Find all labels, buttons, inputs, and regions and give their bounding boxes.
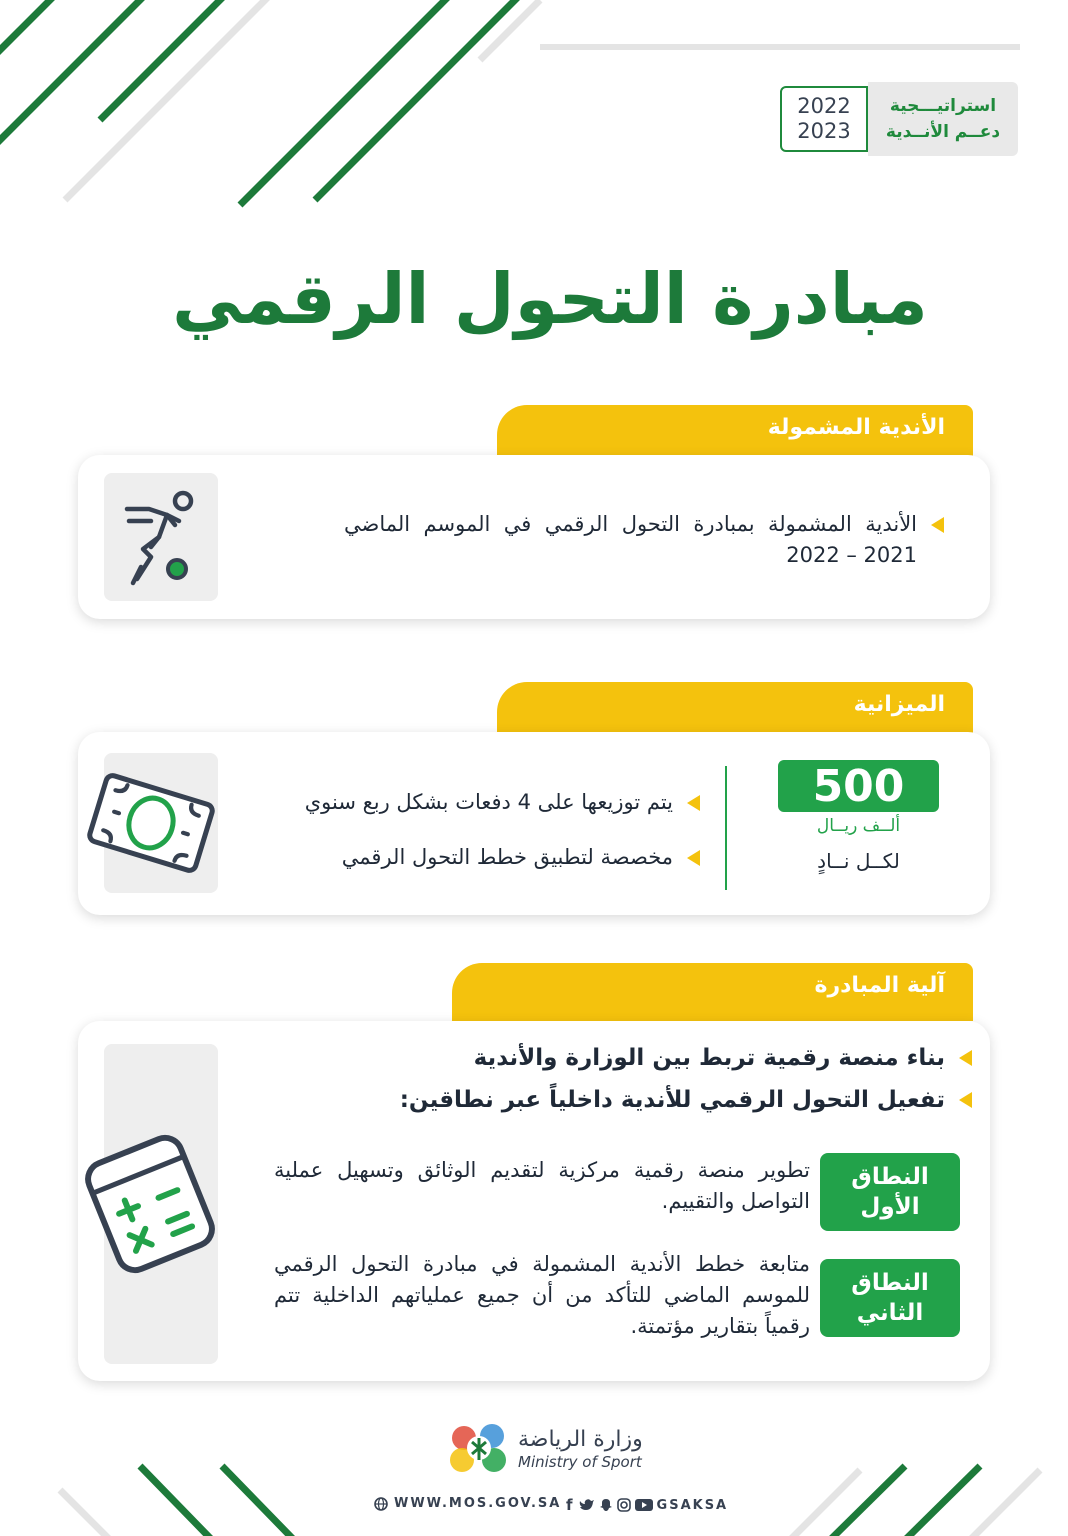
football-player-icon [121,487,201,587]
ministry-name-en: Ministry of Sport [518,1453,642,1471]
bullet-icon [687,795,700,811]
budget-unit: ألــف ريــال [816,816,901,836]
budget-amount: 500 [778,760,939,812]
strategy-title-line2: دعــم الأنــدية [885,122,1001,142]
page-title: مبادرة التحول الرقمي [172,258,928,340]
budget-text-2: مخصصة لتطبيق خطط التحول الرقمي [341,845,673,869]
budget-card [78,732,990,915]
youtube-icon[interactable] [635,1498,653,1512]
ministry-logo-icon [446,1416,512,1482]
mechanism-card [78,1021,990,1381]
social-handle: GSAKSA [656,1497,729,1513]
section-tab-mechanism: آلية المبادرة [452,963,973,1021]
budget-icon-box [104,753,218,893]
scope-1-ordinal: الأول [860,1194,920,1220]
year-start: 2022 [797,94,851,118]
bullet-icon [959,1050,972,1066]
globe-icon [374,1497,388,1511]
strategy-years [780,86,868,152]
facebook-icon[interactable]: f [566,1496,575,1514]
year-end: 2023 [797,119,851,143]
scope-1-badge [820,1153,960,1231]
section-tab-budget: الميزانية [497,682,973,740]
twitter-icon[interactable] [579,1498,595,1512]
instagram-icon[interactable] [617,1498,631,1512]
budget-per-club: لكــل نــادٍ [817,849,900,873]
strategy-badge [780,82,1018,156]
mechanism-text-2: تفعيل التحول الرقمي للأندية داخلياً عبر نطاقين: [399,1087,945,1113]
bullet-icon [959,1092,972,1108]
clubs-icon-box [104,473,218,601]
mechanism-text-1: بناء منصة رقمية تربط بين الوزارة والأندية [473,1045,945,1071]
budget-bullet-1 [260,787,700,818]
website-text: WWW.MOS.GOV.SA [394,1496,562,1511]
website-link[interactable] [374,1496,561,1511]
ministry-name-ar: وزارة الرياضة [518,1427,643,1452]
bullet-icon [687,850,700,866]
budget-divider [725,766,727,890]
strategy-title [868,82,1018,156]
scope-1-text: تطوير منصة رقمية مركزية لتقديم الوثائق وتسهيل عملية التواصل والتقييم. [274,1158,810,1213]
scope-2-text: متابعة خطط الأندية المشمولة في مبادرة التحول الرقمي للموسم الماضي للتأكد من أن جميع عملياتهم الداخلية تتم رقمياً بتقارير مؤتمتة. [274,1252,810,1338]
mechanism-bullet-1 [332,1042,972,1074]
social-links [566,1496,728,1514]
mechanism-bullet-2 [332,1084,972,1116]
scope-2-label: النطاق [851,1270,929,1296]
calculator-icon [82,1119,218,1289]
budget-text-1: يتم توزيعها على 4 دفعات بشكل ربع سنوي [304,790,673,814]
section-tab-clubs: الأندية المشمولة [497,405,973,463]
money-bill-icon [84,768,218,878]
scope-1-label: النطاق [851,1164,929,1190]
mechanism-icon-box [104,1044,218,1364]
bullet-icon [931,517,944,533]
strategy-title-line1: استراتيـــجية [889,96,997,116]
scope-2-ordinal: الثاني [856,1300,924,1326]
clubs-card [78,455,990,619]
clubs-text: الأندية المشمولة بمبادرة التحول الرقمي في الموسم الماضي 2021 – 2022 [344,512,917,567]
scope-2-badge [820,1259,960,1337]
budget-bullet-2 [260,842,700,873]
clubs-bullet [344,509,944,571]
snapchat-icon[interactable] [599,1498,613,1512]
